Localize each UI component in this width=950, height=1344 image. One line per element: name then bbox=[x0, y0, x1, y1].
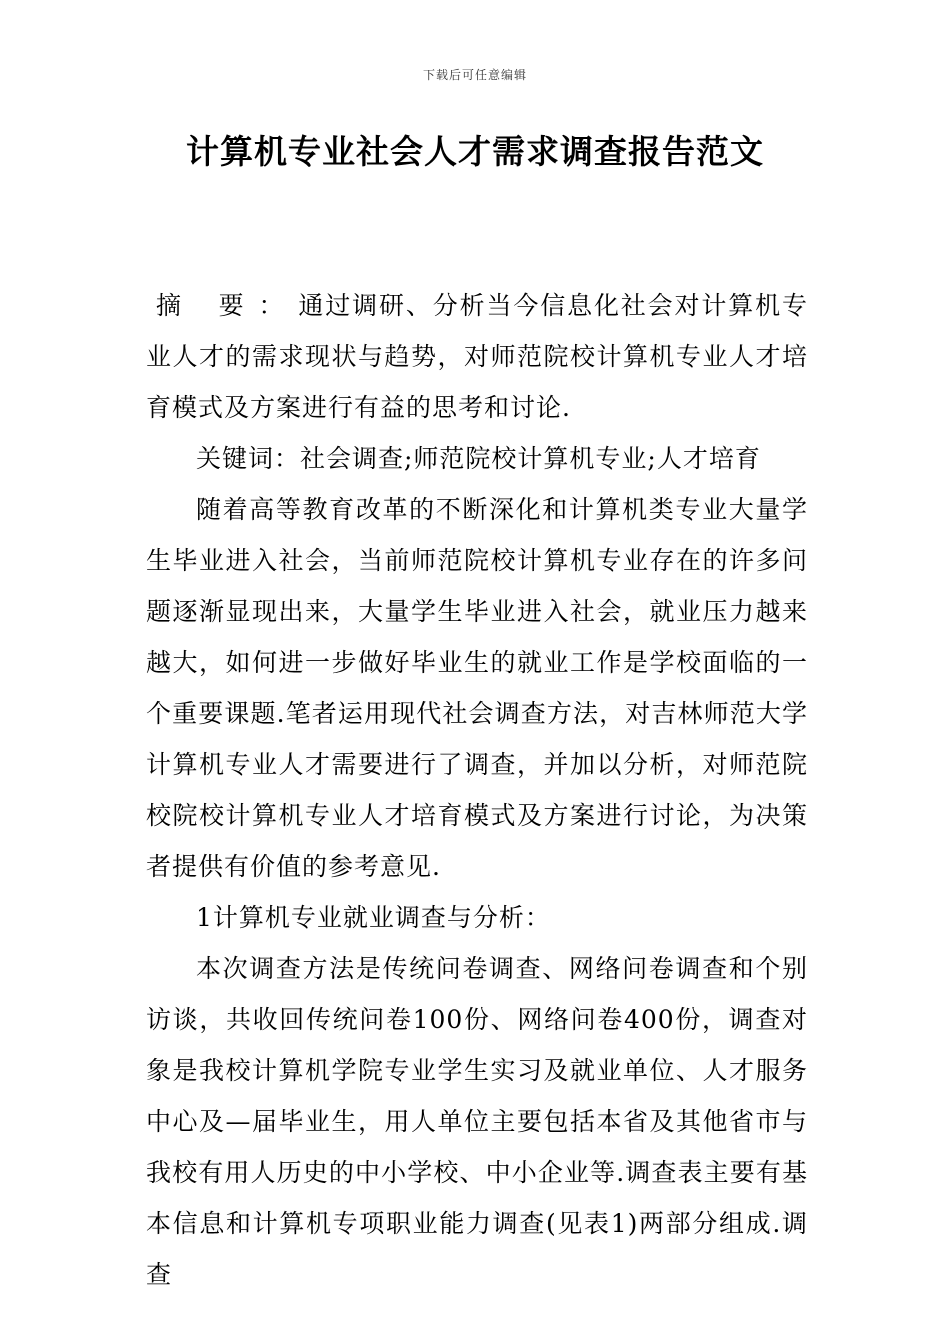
abstract-text: 通过调研、分析当今信息化社会对计算机专业人才的需求现状与趋势，对师范院校计算机专业人才培育模式及方案进行有益的思考和讨论. bbox=[146, 291, 808, 422]
header-note: 下载后可任意编辑 bbox=[422, 68, 527, 82]
body-paragraph: 随着高等教育改革的不断深化和计算机类专业大量学生毕业进入社会，当前师范院校计算机专业存在的许多问题逐渐显现出来，大量学生毕业进入社会，就业压力越来越大，如何进一步做好毕业生的就业工作是学校面临的一个重要课题.笔者运用现代社会调查方法，对吉林师范大学计算机专业人才需要进行了调查，并加以分析，对师范院校院校计算机专业人才培育模式及方案进行讨论，为决策者提供有价值的参考意见. bbox=[146, 495, 808, 881]
keywords-paragraph: 关键词：社会调查;师范院校计算机专业;人才培育 bbox=[196, 444, 761, 473]
body-paragraph: 本次调查方法是传统问卷调查、网络问卷调查和个别访谈，共收回传统问卷100份、网络问卷400份，调查对象是我校计算机学院专业学生实习及就业单位、人才服务中心及—届毕业生，用人单位主要包括本省及其他省市与我校有用人历史的中小学校、中小企业等.调查表主要有基本信息和计算机专项职业能力调查(见表1)两部分组成.调查 bbox=[146, 954, 808, 1289]
abstract-label: 摘 要： bbox=[156, 291, 299, 320]
page-title: 计算机专业社会人才需求调查报告范文 bbox=[186, 132, 764, 171]
abstract-paragraph bbox=[146, 280, 808, 433]
section-heading: 1计算机专业就业调查与分析： bbox=[196, 903, 551, 932]
document-body bbox=[146, 280, 808, 1300]
